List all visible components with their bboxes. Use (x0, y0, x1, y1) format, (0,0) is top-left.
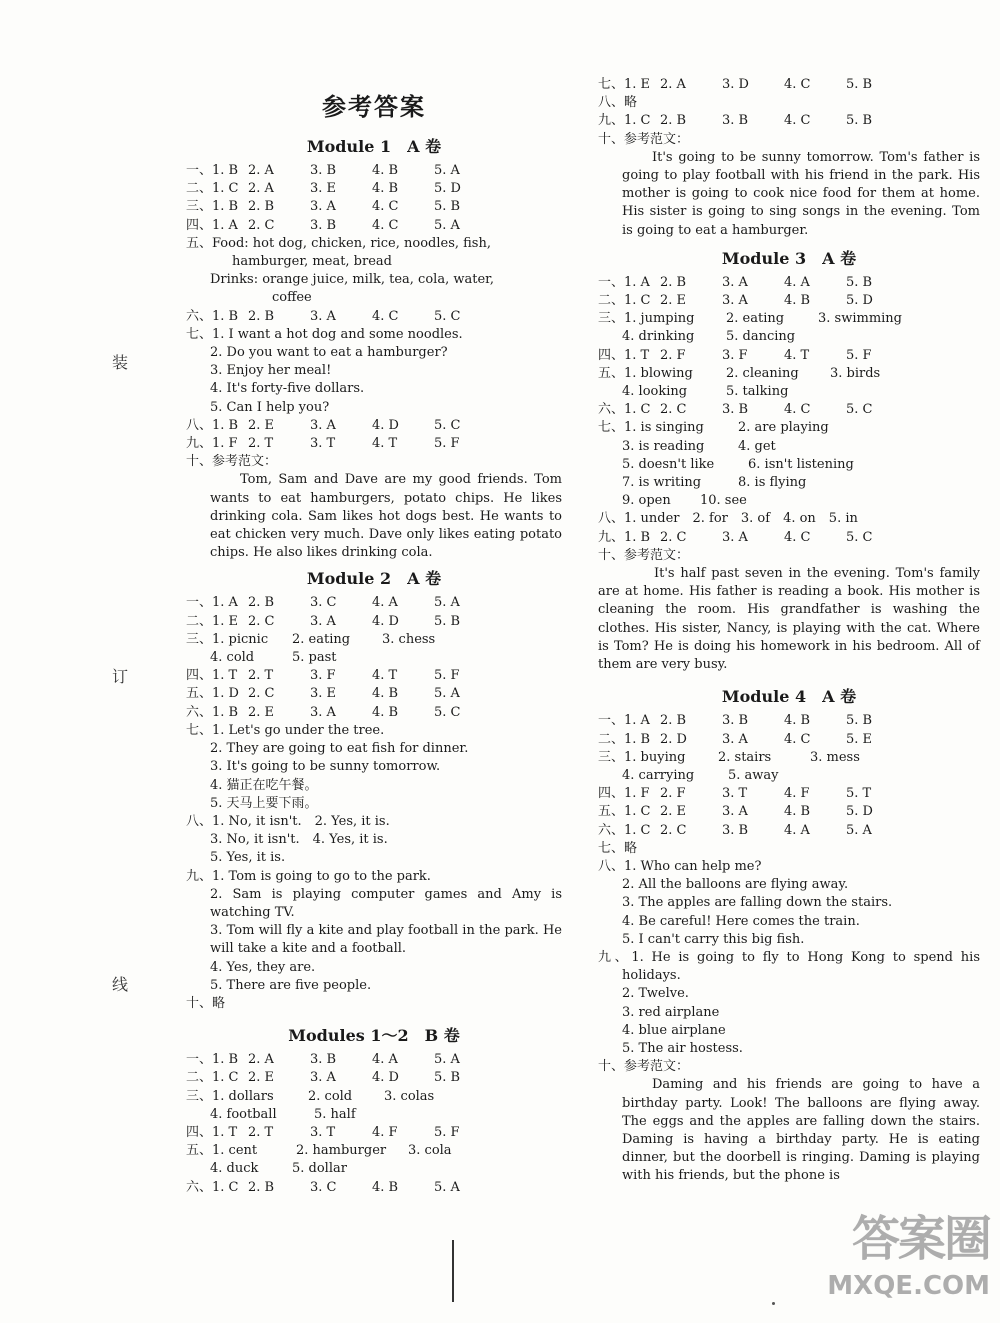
page-title: 参考答案 (322, 93, 426, 121)
answer-row: 9. open 10. see (622, 493, 747, 509)
answer-row: 一、1. B 2. A 3. B 4. A 5. A (186, 1052, 460, 1068)
answer-row: 七、1. E 2. A 3. D 4. C 5. B (598, 77, 873, 92)
answer-line: 八、1. No, it isn't. 2. Yes, it is. (186, 813, 390, 829)
binding-mark-ding: 订 (112, 667, 129, 686)
answer-line: 3. Enjoy her meal! (210, 363, 332, 379)
center-rule (452, 1240, 454, 1302)
answer-line: 九、1. He is going to fly to Hong Kong to spend his holidays. (598, 949, 980, 984)
answer-row: 一、1. B 2. A 3. B 4. B 5. A (186, 163, 460, 178)
answer-row: 六、1. C 2. B 3. C 4. B 5. A (186, 1179, 460, 1195)
left-column (186, 84, 562, 1197)
answer-line: 九、1. Tom is going to go to the park. (186, 868, 431, 884)
scan-speck (772, 1302, 775, 1305)
answer-row: 三、1. buying 2. stairs 3. mess (598, 749, 860, 765)
answer-row: 三、1. jumping 2. eating 3. swimming (598, 311, 902, 327)
answer-row: 五、1. C 2. E 3. A 4. B 5. D (598, 804, 873, 820)
answer-line: 七、略 (598, 840, 638, 856)
sample-essay-label: 十、参考范文： (598, 131, 690, 147)
right-column (598, 76, 980, 1186)
answer-row: 五、1. cent 2. hamburger 3. cola (186, 1143, 452, 1159)
answer-line: 2. They are going to eat fish for dinner. (210, 741, 469, 757)
answer-line: 十、略 (186, 995, 226, 1011)
answer-row: 四、1. A 2. C 3. B 4. C 5. A (186, 217, 460, 233)
sample-essay-label: 十、参考范文： (186, 454, 278, 470)
answer-row: 一、1. A 2. B 3. C 4. A 5. A (186, 595, 460, 611)
answer-row: 六、1. B 2. B 3. A 4. C 5. C (186, 308, 461, 324)
answer-line: Drinks: orange juice, milk, tea, cola, water, (210, 272, 495, 288)
answer-row: 4. cold 5. past (210, 650, 337, 666)
answer-line: 4. It's forty-five dollars. (210, 381, 365, 397)
answer-line: 3. Tom will fly a kite and play football in the park. He will take a kite and a football. (210, 923, 562, 957)
answer-row: 五、1. D 2. C 3. E 4. B 5. A (186, 686, 460, 702)
answer-row: 六、1. C 2. C 3. B 4. A 5. A (598, 822, 872, 838)
answer-line: 5. 天马上要下雨。 (210, 795, 318, 811)
answer-line: 八、1. Who can help me? (598, 858, 762, 874)
sample-essay: It's going to be sunny tomorrow. Tom's father is going to play football with his friend in the park. His mother is going to cook nice food for them at home. His sister is going to sing songs in the evening. Tom is going to eat a hamburger. (622, 149, 980, 238)
answer-row: 二、1. E 2. C 3. A 4. D 5. B (186, 613, 461, 629)
module-4-heading: Module 4 A 卷 (721, 687, 857, 707)
answer-line: 4. 猫正在吃午餐。 (210, 777, 318, 793)
answer-row: 一、1. A 2. B 3. B 4. B 5. B (598, 713, 873, 729)
sample-essay: It's half past seven in the evening. Tom's family are at home. His father is reading a book. His mother is cleaning the room. His grandfather is washing the clothes. His sister, Nancy, is playing with the cat. Where is Tom? He is doing his homework in his bedroom. All of them are very busy. (598, 566, 980, 673)
answer-line: 3. It's going to be sunny tomorrow. (210, 759, 441, 775)
answer-line: 5. I can't carry this big fish. (622, 931, 805, 947)
answer-row: 九、1. C 2. B 3. B 4. C 5. B (598, 113, 873, 129)
answer-line: 3. No, it isn't. 4. Yes, it is. (210, 832, 388, 848)
answer-row: 六、1. C 2. C 3. B 4. C 5. C (598, 402, 873, 418)
answer-row: 五、1. blowing 2. cleaning 3. birds (598, 365, 881, 381)
answer-line: hamburger, meat, bread (232, 254, 392, 270)
answer-row: 三、1. B 2. B 3. A 4. C 5. B (186, 199, 461, 215)
answer-line: 七、1. I want a hot dog and some noodles. (186, 326, 463, 342)
answer-row: 四、1. T 2. F 3. F 4. T 5. F (598, 347, 872, 363)
sample-essay: Daming and his friends are going to have a birthday party. Look! The balloons are flying away. The eggs and the apples are falling down the stairs. Daming is having a birthday party. He is eating dinner, but the doorbell is ringing. Daming is playing with his friends, but the phone is (622, 1077, 980, 1184)
modules-1-2-b-heading: Modules 1～2 B 卷 (288, 1026, 460, 1046)
answer-row: 二、1. B 2. D 3. A 4. C 5. E (598, 731, 873, 747)
answer-line: 5. The air hostess. (622, 1040, 743, 1056)
answer-line: 4. Be careful! Here comes the train. (622, 913, 860, 929)
answer-row: 九、1. F 2. T 3. T 4. T 5. F (186, 436, 460, 452)
binding-mark-xian: 线 (112, 975, 129, 994)
answer-row: 4. football 5. half (210, 1106, 356, 1122)
answer-row: 二、1. C 2. E 3. A 4. D 5. B (186, 1070, 461, 1086)
answer-row: 4. looking 5. talking (622, 384, 789, 400)
answer-line: 五、Food: hot dog, chicken, rice, noodles, fish, (186, 235, 491, 251)
sample-essay: Tom, Sam and Dave are my good friends. Tom wants to eat hamburgers, potato chips. He likes drinking cola. Sam likes hot dogs best. He wants to eat chicken very much. Dave only likes eating potato chips. He also likes drinking cola. (210, 472, 562, 561)
answer-line: 八、1. under 2. for 3. of 4. on 5. in (598, 511, 858, 527)
sample-essay-label: 十、参考范文： (598, 547, 690, 563)
answer-line: 2. All the balloons are flying away. (622, 877, 849, 893)
answer-line: 2. Sam is playing computer games and Amy is watching TV. (210, 886, 562, 920)
sample-essay-label: 十、参考范文： (598, 1059, 690, 1075)
answer-row: 九、1. B 2. C 3. A 4. C 5. C (598, 529, 873, 545)
answer-line: 4. Yes, they are. (210, 959, 316, 975)
answer-line: 5. There are five people. (210, 977, 372, 993)
answer-row: 四、1. T 2. T 3. F 4. T 5. F (186, 668, 460, 684)
answer-line: 5. Yes, it is. (210, 850, 286, 866)
answer-row: 六、1. B 2. E 3. A 4. B 5. C (186, 704, 461, 720)
answer-row: 七、1. is singing 2. are playing (598, 420, 829, 436)
answer-row: 二、1. C 2. A 3. E 4. B 5. D (186, 181, 461, 197)
module-2-heading: Module 2 A 卷 (306, 569, 442, 589)
answer-row: 一、1. A 2. B 3. A 4. A 5. B (598, 274, 873, 290)
answer-line: 3. The apples are falling down the stairs. (622, 895, 893, 911)
watermark-logo-text: 答案圈 (851, 1211, 990, 1267)
answer-row: 4. duck 5. dollar (210, 1161, 347, 1177)
answer-line: 5. Can I help you? (210, 399, 330, 415)
answer-line: 3. red airplane (622, 1004, 720, 1020)
answer-row: 四、1. T 2. T 3. T 4. F 5. F (186, 1124, 460, 1140)
module-3-heading: Module 3 A 卷 (721, 248, 857, 268)
binding-mark-zhuang: 装 (112, 353, 129, 372)
answer-line: 八、略 (598, 95, 638, 111)
answer-row: 二、1. C 2. E 3. A 4. B 5. D (598, 293, 873, 309)
answer-row: 四、1. F 2. F 3. T 4. F 5. T (598, 786, 872, 802)
answer-line: 4. blue airplane (622, 1022, 726, 1038)
answer-row: 八、1. B 2. E 3. A 4. D 5. C (186, 417, 461, 433)
answer-row: 5. doesn't like 6. isn't listening (622, 456, 854, 472)
answer-line: coffee (272, 290, 312, 306)
answer-row: 7. is writing 8. is flying (622, 475, 807, 491)
watermark-url: MXQE.COM (827, 1271, 990, 1301)
module-1-heading: Module 1 A 卷 (306, 137, 442, 156)
answer-line: 七、1. Let's go under the tree. (186, 722, 385, 738)
answer-row: 三、1. dollars 2. cold 3. colas (186, 1088, 435, 1104)
answer-row: 三、1. picnic 2. eating 3. chess (186, 631, 436, 647)
answer-row: 3. is reading 4. get (622, 438, 776, 454)
answer-line: 2. Twelve. (622, 986, 689, 1002)
answer-line: 2. Do you want to eat a hamburger? (210, 345, 448, 361)
answer-row: 4. carrying 5. away (622, 767, 779, 783)
answer-row: 4. drinking 5. dancing (622, 329, 796, 345)
site-watermark-logo (810, 1209, 990, 1317)
